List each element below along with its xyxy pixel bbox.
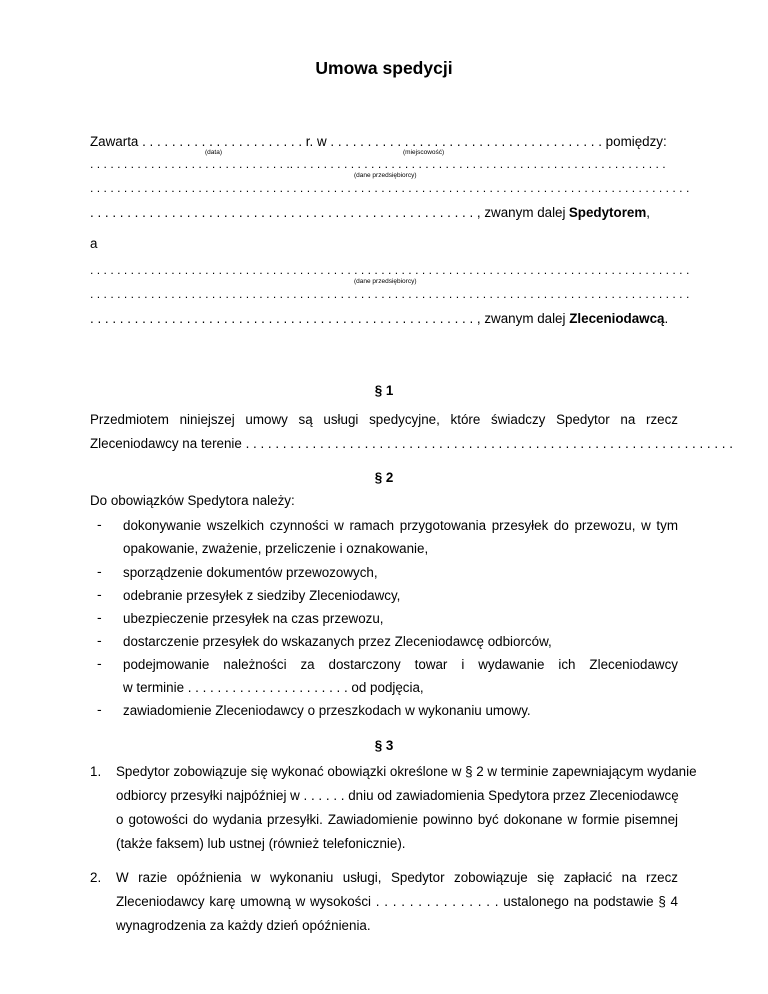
party1-line2: . . . . . . . . . . . . . . . . . . . . . . . . . . . . . . . . . . . . . . . . . . . . . . . . . . . . . . . . . . . . . . . . . . . . . . . . . . . . . . . . . . . . . . . . .	[90, 181, 690, 195]
party2-line1: . . . . . . . . . . . . . . . . . . . . . . . . . . . . . . . . . . . . . . . . . . . . . . . . . . . . . . . . . . . . . . . . . . . . . . . . . . . . . . . . . . . . . . . . .	[90, 263, 690, 277]
section-3-heading: § 3	[374, 738, 394, 753]
party2-line3	[90, 311, 668, 326]
duty-item-3: odebranie przesyłek z siedziby Zleceniodawcy,	[123, 588, 401, 603]
para-1-line-b: odbiorcy przesyłki najpóźniej w . . . . . . dniu od zawiadomienia Spedytora przez Zleceniodawcę	[116, 788, 679, 803]
para-2-line-c: wynagrodzenia za każdy dzień opóźnienia.	[116, 918, 371, 933]
duty-item-2: sporządzenie dokumentów przewozowych,	[123, 565, 378, 580]
bullet-dash: -	[97, 516, 102, 532]
party1-line3	[90, 205, 650, 220]
para-1-line-d: (także faksem) lub ustnej (również telefonicznie).	[116, 836, 406, 851]
duty-item-6a: podejmowanie należności za dostarczony towar i wydawanie ich Zleceniodawcy	[123, 657, 678, 672]
party2-tail: .	[664, 311, 669, 326]
duty-item-5: dostarczenie przesyłek do wskazanych przez Zleceniodawcę odbiorców,	[123, 634, 552, 649]
bullet-dash: -	[97, 609, 102, 625]
hint-date: (data)	[205, 149, 222, 156]
party1-hint: (dane przedsiębiorcy)	[354, 172, 417, 179]
header-line	[90, 134, 667, 149]
paragraph-number-1: 1.	[90, 764, 102, 779]
section-1-line2: Zleceniodawcy na terenie . . . . . . . . . . . . . . . . . . . . . . . . . . . . . . . . . . . . . . . . . . . . . . . . . . . . . . . . . . . . . . . . . .	[90, 436, 733, 451]
party1-line3-dots: . . . . . . . . . . . . . . . . . . . . . . . . . . . . . . . . . . . . . . . . . . . . . . . . . . . . , zwanym dalej	[90, 205, 566, 220]
para-2-line-b: Zleceniodawcy karę umowną w wysokości . . . . . . . . . . . . . . . ustalonego na podstawie § 4	[116, 894, 678, 909]
zawarta-label: Zawarta	[90, 134, 139, 149]
hint-place: (miejscowość)	[403, 149, 445, 156]
and-connector: a	[90, 236, 98, 251]
duty-item-1b: opakowanie, zważenie, przeliczenie i oznakowanie,	[123, 541, 429, 556]
document-title: Umowa spedycji	[315, 58, 453, 78]
duty-item-1a: dokonywanie wszelkich czynności w ramach przygotowania przesyłek do przewozu, w tym	[123, 518, 678, 533]
paragraph-number-2: 2.	[90, 870, 102, 885]
duty-item-7: zawiadomienie Zleceniodawcy o przeszkodach w wykonaniu umowy.	[123, 703, 531, 718]
party2-line2: . . . . . . . . . . . . . . . . . . . . . . . . . . . . . . . . . . . . . . . . . . . . . . . . . . . . . . . . . . . . . . . . . . . . . . . . . . . . . . . . . . . . . . . . .	[90, 287, 690, 301]
party1-tail: ,	[646, 205, 650, 220]
bullet-dash: -	[97, 563, 102, 579]
place-dots: . . . . . . . . . . . . . . . . . . . . . . . . . . . . . . . . . . . . . pomiędzy:	[330, 134, 667, 149]
section-1-line1: Przedmiotem niniejszej umowy są usługi spedycyjne, które świadczy Spedytor na rzecz	[90, 412, 678, 427]
party2-hint: (dane przedsiębiorcy)	[354, 278, 417, 285]
bullet-dash: -	[97, 586, 102, 602]
party2-line3-dots: . . . . . . . . . . . . . . . . . . . . . . . . . . . . . . . . . . . . . . . . . . . . . . . . . . . . , zwanym dalej	[90, 311, 566, 326]
para-1-line-c: o gotowości do wydania przesyłki. Zawiadomienie powinno być dokonane w formie pisemnej	[116, 812, 678, 827]
para-1-line-a: Spedytor zobowiązuje się wykonać obowiązki określone w § 2 w terminie zapewniającym wydanie	[116, 764, 697, 779]
section-1-heading: § 1	[374, 383, 394, 398]
bullet-dash: -	[97, 655, 102, 671]
section-2-intro: Do obowiązków Spedytora należy:	[90, 493, 295, 508]
duty-item-4: ubezpieczenie przesyłek na czas przewozu,	[123, 611, 384, 626]
section-2-heading: § 2	[374, 470, 394, 485]
bullet-dash: -	[97, 632, 102, 648]
role-spedytor: Spedytorem	[568, 205, 647, 220]
role-zleceniodawca: Zleceniodawcą	[569, 311, 665, 326]
para-2-line-a: W razie opóźnienia w wykonaniu usługi, Spedytor zobowiązuje się zapłacić na rzecz	[116, 870, 678, 885]
date-place-dots: . . . . . . . . . . . . . . . . . . . . . . r. w	[142, 134, 327, 149]
bullet-dash: -	[97, 701, 102, 717]
duty-item-6b: w terminie . . . . . . . . . . . . . . . . . . . . . . od podjęcia,	[123, 680, 424, 695]
party1-line1: . . . . . . . . . . . . . . . . . . . . . . . . . . . . . .. . . . . . . . . . . . . . . . . . . . . . . . . . . . . . . . . . . . . . . . . . . . . . . . . . . . . . . .	[90, 157, 666, 171]
